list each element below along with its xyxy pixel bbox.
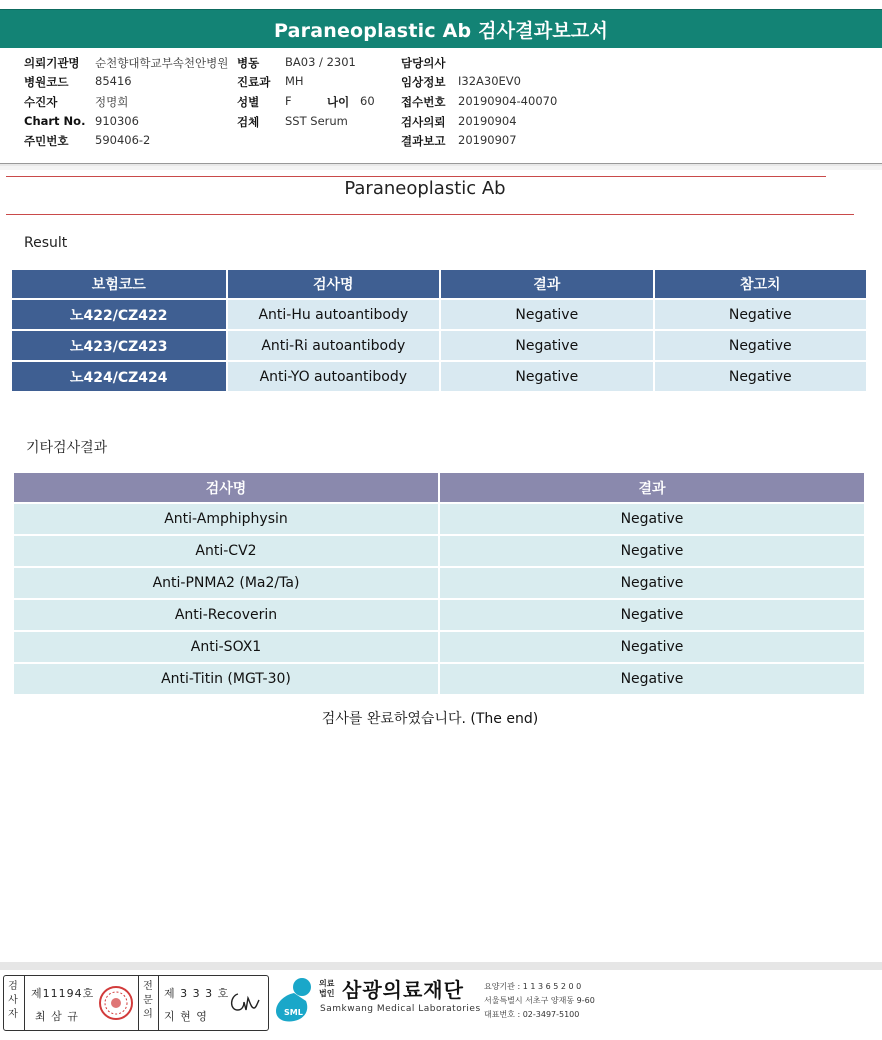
info-row [0,55,882,74]
info-value: BA03 / 2301 [285,55,356,69]
brand-prefix [319,979,334,999]
table-header-row [14,473,864,502]
divider [138,976,139,1030]
result-table [10,268,868,393]
column-header: 참고치 [655,270,866,298]
reference-value: Negative [655,362,866,391]
info-label: 주민번호 [24,134,69,148]
brand-english-name: Samkwang Medical Laboratories [320,1004,481,1014]
info-row [0,74,882,93]
info-label: 검사의뢰 [401,115,446,129]
test-name: Anti-SOX1 [14,632,438,662]
reference-value: Negative [655,300,866,329]
insurance-code: 노423/CZ423 [12,331,226,360]
other-results-label: 기타검사결과 [26,440,108,456]
test-name: Anti-Recoverin [14,600,438,630]
column-header: 검사명 [228,270,440,298]
info-label: 진료과 [237,75,271,89]
table-row [14,568,864,598]
insurance-code: 노422/CZ422 [12,300,226,329]
info-label: 병동 [237,56,260,70]
info-label: 담당의사 [401,56,446,70]
info-label: 접수번호 [401,95,446,109]
info-label: 수진자 [24,95,58,109]
test-name: Anti-Ri autoantibody [228,331,440,360]
test-result: Negative [441,331,652,360]
table-row [14,536,864,566]
table-row [12,331,866,360]
divider-line [6,214,854,215]
table-header-row [12,270,866,298]
info-value: SST Serum [285,114,348,128]
table-row [12,362,866,391]
section-gap [0,166,882,170]
info-value: 60 [360,94,375,108]
test-result: Negative [441,300,652,329]
inspector-label: 검사자 [8,981,18,1020]
column-header: 검사명 [14,473,438,502]
test-result: Negative [440,568,864,598]
brand-name: 삼광의료재단 [342,978,464,1002]
info-value: 20190904-40070 [458,94,558,108]
logo-text: SML [284,1008,303,1017]
table-row [14,664,864,694]
brand-prefix-2: 법인 [319,989,335,998]
section-title: Paraneoplastic Ab [344,178,506,199]
brand-prefix-1: 의료 [319,979,335,988]
institution-code: 요양기관 : 1 1 3 6 5 2 0 0 [484,982,582,991]
info-row [0,133,882,152]
result-label: Result [24,235,68,251]
reference-value: Negative [655,331,866,360]
info-value: 20190904 [458,114,517,128]
info-value: 590406-2 [95,133,151,147]
test-result: Negative [440,504,864,534]
test-name: Anti-Titin (MGT-30) [14,664,438,694]
divider [24,976,25,1030]
info-value: 정명희 [95,95,129,109]
column-header: 결과 [440,473,864,502]
test-result: Negative [440,664,864,694]
test-result: Negative [440,632,864,662]
test-result: Negative [440,600,864,630]
test-result: Negative [440,536,864,566]
column-header: 보험코드 [12,270,226,298]
test-name: Anti-YO autoantibody [228,362,440,391]
table-row [14,600,864,630]
info-row [0,94,882,113]
report-title-bar [0,9,882,48]
info-label: 의뢰기관명 [24,56,80,70]
info-value: 순천향대학교부속천안병원 [95,56,229,70]
address: 서울특별시 서초구 양재동 9-60 [484,996,595,1005]
info-label: 나이 [327,95,350,109]
footer-divider [0,962,882,970]
info-label: 임상정보 [401,75,446,89]
test-name: Anti-Amphiphysin [14,504,438,534]
test-name: Anti-PNMA2 (Ma2/Ta) [14,568,438,598]
info-value: MH [285,74,304,88]
other-results-table [12,471,866,696]
column-header: 결과 [441,270,652,298]
info-value: 910306 [95,114,139,128]
specialist-name: 지 현 영 [164,1010,208,1023]
info-row [0,114,882,133]
specialist-license: 제 3 3 3 호 [164,987,230,1000]
report-title: Paraneoplastic Ab 검사결과보고서 [273,19,608,42]
inspector-name: 최 삼 규 [35,1010,79,1023]
signature-box [3,975,269,1031]
divider [158,976,159,1030]
info-value: I32A30EV0 [458,74,521,88]
info-value: F [285,94,292,108]
table-row [12,300,866,329]
table-row [14,504,864,534]
info-value: 20190907 [458,133,517,147]
info-label: 병원코드 [24,75,69,89]
test-result: Negative [441,362,652,391]
info-label: Chart No. [24,114,86,128]
specialist-label: 전문의 [143,981,153,1020]
insurance-code: 노424/CZ424 [12,362,226,391]
info-label: 결과보고 [401,134,446,148]
table-row [14,632,864,662]
seal-stamp-icon [98,985,134,1021]
info-value: 85416 [95,74,132,88]
test-name: Anti-CV2 [14,536,438,566]
info-label: 검체 [237,115,260,129]
phone-number: 대표번호 : 02-3497-5100 [484,1010,580,1019]
test-name: Anti-Hu autoantibody [228,300,440,329]
inspector-license: 제11194호 [31,987,95,1000]
signature-icon [226,988,264,1018]
info-label: 성별 [237,95,260,109]
divider-line [6,176,826,177]
patient-info-section [0,55,882,151]
end-message: 검사를 완료하였습니다. (The end) [321,711,539,727]
